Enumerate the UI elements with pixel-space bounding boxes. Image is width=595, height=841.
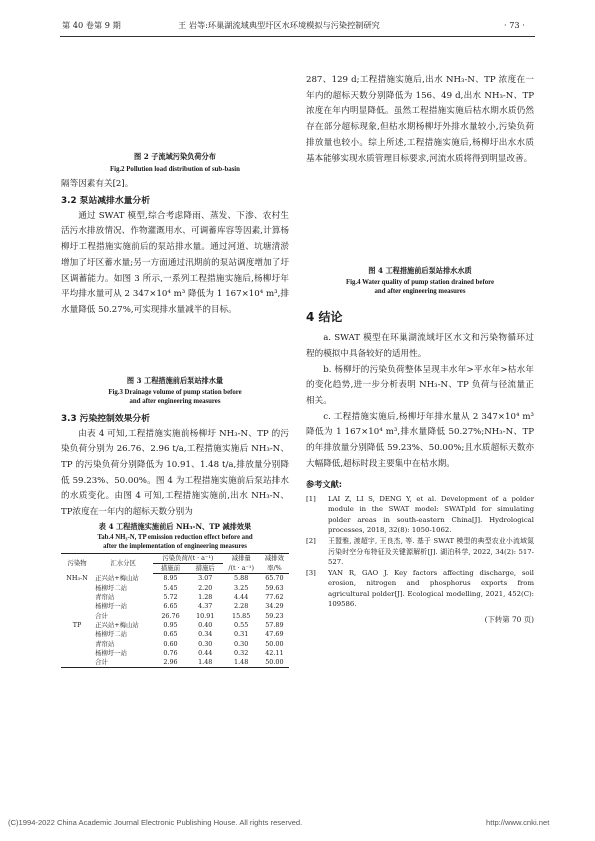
- table-cell-rate: 65.70: [265, 574, 284, 583]
- continued-note: (下转第 70 页): [484, 615, 534, 625]
- table-cell-reduction: 4.44: [234, 593, 249, 602]
- table-cell-after: 0.40: [198, 620, 213, 629]
- figure-4-area: [306, 167, 534, 266]
- table-cell-after: 0.30: [198, 639, 213, 648]
- table-header-pollutant: 污染物: [61, 553, 93, 574]
- table-4-title-en: Tab.4 NH₃-N, TP emission reduction effect before and: [97, 533, 253, 541]
- reference-item: [306, 568, 534, 610]
- table-cell-before: 26.76: [161, 611, 180, 620]
- table-cell-pollutant: TP: [72, 620, 82, 629]
- table-row: [61, 584, 289, 593]
- table-cell-rate: 34.29: [265, 602, 284, 611]
- table-header-reduction: 减排量: [223, 553, 260, 563]
- table-4: [61, 553, 289, 669]
- table-row: [61, 630, 289, 639]
- table-header-reduction-unit: /(t · a⁻¹): [223, 564, 260, 574]
- table-4-title: 表 4 工程措施实施前后 NH₃-N、TP 减排效果: [98, 521, 252, 531]
- table-cell-pollutant: [61, 602, 93, 611]
- table-cell-before: 2.96: [153, 658, 188, 668]
- table-row: [61, 593, 289, 602]
- conclusion-a: a. SWAT 模型在环巢湖流域圩区水文和污染物循环过程的模拟中具备较好的适用性。: [306, 333, 534, 359]
- table-cell-area: 青帘站: [95, 639, 115, 648]
- table-cell-before: 6.65: [163, 602, 178, 611]
- reference-text: YAN R, GAO J. Key factors affecting discharge, soil erosion, nitrogen and phosphorus exports from agricultural polder[J]. Ecological modelling, 2021, 452(C): 109586.: [328, 568, 534, 609]
- table-header-area: 汇水分区: [93, 553, 153, 574]
- figure-3-caption: 图 3 工程措施前后泵站排水量: [126, 375, 224, 385]
- table-row: [61, 649, 289, 658]
- table-cell-area: 正兴站+梅山站: [95, 620, 139, 629]
- figure-2-caption: 图 2 子流域污染负荷分布: [134, 152, 216, 161]
- table-cell-area: 合计: [95, 611, 108, 620]
- table-header-rate: 减排效: [260, 553, 289, 563]
- references-list: [306, 494, 534, 611]
- header-rule: [60, 36, 535, 37]
- table-cell-area: 杨柳圩二站: [95, 583, 128, 592]
- table-cell-rate: 47.69: [265, 630, 284, 639]
- paragraph: 隔等因素有关[2]。: [61, 179, 134, 189]
- table-cell-before: 8.95: [163, 574, 178, 583]
- running-header-title: 王 岩等:环巢湖流域典型圩区水环境模拟与污染控制研究: [178, 20, 380, 30]
- table-row: [61, 612, 289, 621]
- conclusion-b: b. 杨柳圩的污染负荷整体呈现丰水年>平水年>枯水年的变化趋势,进一步分析表明 NH₃-N、TP 负荷与径流量正相关。: [306, 364, 534, 407]
- table-row: [61, 602, 289, 611]
- reference-item: [306, 536, 534, 568]
- table-header-rate-unit: 率/%: [260, 564, 289, 574]
- table-row: [61, 574, 289, 584]
- figure-3-area: [61, 319, 289, 376]
- table-4-title-en: after the implementation of engineering measures: [103, 542, 247, 550]
- table-cell-reduction: 0.31: [234, 630, 249, 639]
- table-cell-pollutant: [61, 593, 93, 602]
- section-heading-4: 4 结论: [306, 310, 343, 325]
- table-header-before: 措施前: [153, 564, 188, 574]
- table-cell-reduction: 1.48: [223, 658, 260, 668]
- table-cell-reduction: 3.25: [234, 583, 249, 592]
- table-cell-area: 青帘站: [95, 593, 115, 602]
- table-cell-pollutant: [61, 649, 93, 658]
- table-row: [61, 621, 289, 630]
- figure-4-caption: 图 4 工程措施前后泵站排水水质: [368, 266, 472, 276]
- reference-number: [3]: [306, 568, 316, 577]
- table-cell-pollutant: NH₃-N: [66, 574, 88, 583]
- table-cell-after: 0.34: [198, 630, 213, 639]
- table-cell-rate: 77.62: [265, 593, 284, 602]
- table-cell-pollutant: [61, 612, 93, 621]
- website-footer: http://www.cnki.net: [486, 818, 550, 827]
- table-cell-before: 0.60: [163, 639, 178, 648]
- table-cell-area: 杨柳圩一站: [95, 648, 128, 657]
- table-cell-before: 5.72: [163, 593, 178, 602]
- table-cell-rate: 59.63: [265, 583, 284, 592]
- table-cell-pollutant: [61, 658, 93, 668]
- table-cell-after: 4.37: [198, 602, 213, 611]
- figure-2-caption-en: Fig.2 Pollution load distribution of sub-basin: [110, 166, 240, 173]
- paragraph: 由表 4 可知,工程措施实施前杨柳圩 NH₃-N、TP 的污染负荷分别为 26.76、2.96 t/a,工程措施实施后 NH₃-N、TP 的污染负荷分别降低为 10.91、1.48 t/a,排放量分别降低 59.23%、50.00%。图 4 为工程措施实施前后泵站排水的水质变化。由图 4 可知,工程措施实施前,出水 NH₃-N、TP浓度在一年内的超标天数分别为: [61, 428, 289, 518]
- table-cell-rate: 50.00: [265, 639, 284, 648]
- reference-number: [2]: [306, 536, 316, 545]
- section-heading-3-2: 3.2 泵站减排水量分析: [61, 195, 151, 206]
- running-header-volume: 第 40 卷第 9 期: [62, 20, 121, 30]
- table-cell-reduction: 2.28: [234, 602, 249, 611]
- table-cell-pollutant: [61, 584, 93, 593]
- table-cell-after: 10.91: [196, 611, 215, 620]
- table-cell-reduction: 15.85: [232, 611, 251, 620]
- table-cell-rate: 50.00: [260, 658, 289, 668]
- paragraph: 通过 SWAT 模型,综合考虑降雨、蒸发、下渗、农村生活污水排放情况、作物灌溉用水、可调蓄库容等因素,计算杨柳圩工程措施实施前后的泵站排水量。通过河道、坑塘清淤增加了圩区蓄水量;另一方面通过汛期前的泵站调度增加了圩区调蓄能力。如图 3 所示,一系列工程措施实施后,杨柳圩年平均排水量可从 2 347×10⁴ m³ 降低为 1 167×10⁴ m³,排水量降低 50.27%,可实现排水量减半的目标。: [61, 210, 289, 315]
- figure-3-caption-en: and after engineering measures: [129, 397, 221, 405]
- figure-4-caption-en: and after engineering measures: [374, 288, 466, 296]
- references-title: 参考文献:: [306, 478, 343, 489]
- table-cell-reduction: 0.32: [234, 648, 249, 657]
- table-cell-after: 1.28: [198, 593, 213, 602]
- reference-item: [306, 494, 534, 536]
- table-row: [61, 658, 289, 668]
- conclusion-c: c. 工程措施实施后,杨柳圩年排水量从 2 347×10⁴ m³ 降低为 1 167×10⁴ m³,排水量降低 50.27%;NH₃-N、TP 的年排放量分别降低 59.23%、50.00%;且水质超标天数亦大幅降低,超标时段主要集中在枯水期。: [306, 411, 534, 469]
- table-cell-reduction: 0.30: [234, 639, 249, 648]
- table-cell-before: 0.65: [163, 630, 178, 639]
- copyright-footer: (C)1994-2022 China Academic Journal Electronic Publishing House. All rights reserved.: [8, 818, 303, 827]
- table-row: [61, 640, 289, 649]
- table-cell-reduction: 0.55: [234, 620, 249, 629]
- table-cell-after: 2.20: [198, 583, 213, 592]
- table-cell-after: 1.48: [188, 658, 223, 668]
- table-cell-area: 合计: [93, 658, 153, 668]
- table-cell-rate: 59.23: [265, 611, 284, 620]
- table-cell-before: 5.45: [163, 583, 178, 592]
- table-cell-before: 0.95: [163, 620, 178, 629]
- paragraph: 287、129 d;工程措施实施后,出水 NH₃-N、TP 浓度在一年内的超标天数分别降低为 156、49 d,出水 NH₃-N、TP 浓度在年内明显降低。虽然工程措施实施后枯水期水质仍然存在部分超标现象,但枯水期杨柳圩外排水量较小,污染负荷排放量也较小。综上所述,工程措施实施后,杨柳圩出水水质基本能够实现水质管理目标要求,河流水质将得到明显改善。: [306, 75, 534, 164]
- figure-4-caption-en: Fig.4 Water quality of pump station drained before: [345, 279, 495, 287]
- table-cell-after: 0.44: [198, 648, 213, 657]
- section-heading-3-3: 3.3 污染控制效果分析: [61, 413, 151, 424]
- figure-3-caption-en: Fig.3 Drainage volume of pump station before: [108, 388, 242, 396]
- table-cell-pollutant: [61, 630, 93, 639]
- table-header-load: 污染负荷/(t · a⁻¹): [153, 553, 222, 563]
- reference-number: [1]: [306, 494, 316, 503]
- reference-text: 王盟雅, 渡超宇, 王良杰, 等. 基于 SWAT 模型的典型农业小流域氮污染时空分布特征及关键源解析[J]. 湖泊科学, 2022, 34(2): 517-527.: [328, 536, 534, 567]
- table-cell-pollutant: [61, 640, 93, 649]
- table-cell-area: 杨柳圩一站: [95, 602, 128, 611]
- page-number: · 73 ·: [504, 20, 525, 30]
- right-column: [306, 73, 534, 625]
- table-cell-before: 0.76: [163, 648, 178, 657]
- table-cell-rate: 42.11: [265, 648, 284, 657]
- table-cell-area: 正兴站+梅山站: [95, 574, 139, 583]
- table-header-after: 措施后: [188, 564, 223, 574]
- reference-text: LAI Z, LI S, DENG Y, et al. Development of a polder module in the SWAT model: SWATpld for simulating polder areas in south-eastern China[J]. Hydrological processes, 2018, 32(8): 1050-1062.: [328, 494, 534, 535]
- left-column: [61, 40, 289, 668]
- table-cell-reduction: 5.88: [234, 574, 249, 583]
- table-cell-after: 3.07: [198, 574, 213, 583]
- table-cell-rate: 57.89: [265, 620, 284, 629]
- figure-2-area: [61, 40, 289, 152]
- table-cell-area: 杨柳圩二站: [95, 630, 128, 639]
